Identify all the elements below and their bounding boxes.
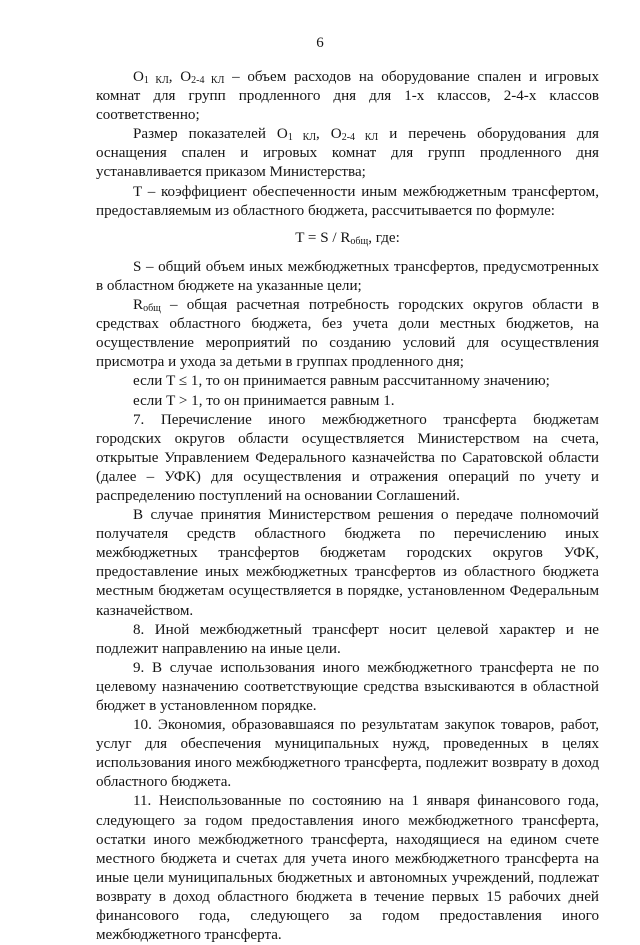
paragraph-item-8: 8. Иной межбюджетный трансферт носит целевой характер и не подлежит направлению на иные цели. (96, 621, 599, 657)
paragraph-item-9: 9. В случае использования иного межбюджетного трансферта не по целевому назначению соответствующие средства взыскиваются в областной бюджет в установленном порядке. (96, 659, 599, 714)
formula: $T = S / R_{общ}$, где: (295, 229, 400, 247)
paragraph-t-gt-1: если T > 1, то он принимается равным 1. (133, 392, 395, 409)
paragraph-item-11: 11. Неиспользованные по состоянию на 1 января финансового года, следующего за годом предоставления иного межбюджетного трансферта, остатки иного межбюджетного трансферта, находящиеся на едином счете местного бюджета и счетах для учета иного межбюджетного трансферта на иные цели муниципальных бюджетных и автономных учреждений, подлежат возврату в доход областного бюджета в течение первых 15 рабочих дней финансового года, следующего за годом предоставления иного межбюджетного трансферта. (96, 793, 599, 944)
paragraph-delegation: В случае принятия Министерством решения о передаче полномочий получателя средств областного бюджета по перечислению иных межбюджетных трансфертов бюджетам городских округов УФК, предоставление иных межбюджетных трансфертов из областного бюджета местным бюджетам осуществляется в порядке, установленном Федеральным казначейством. (96, 507, 599, 619)
paragraph-s-definition: S – общий объем иных межбюджетных трансфертов, предусмотренных в областном бюджете на указанные цели; (96, 258, 599, 294)
paragraph-coefficient-t: T – коэффициент обеспеченности иным межбюджетным трансфертом, предоставляемым из областного бюджета, рассчитывается по формуле: (96, 183, 599, 219)
document-body (96, 68, 599, 945)
paragraph-r-definition: $R_{общ}$ – общая расчетная потребность городских округов области в средствах областного бюджета, без учета доли местных бюджетов, на осуществление мероприятий по созданию условий для осуществления присмотра и ухода за детьми в группах продленного дня; (96, 297, 599, 371)
paragraph-item-7: 7. Перечисление иного межбюджетного трансферта бюджетам городских округов области осуществляется Министерством на счета, открытые Управлением Федерального казначейства по Саратовской области (далее – УФК) для осуществления и отражения операций по учету и распределению поступлений на основании Соглашений. (96, 411, 599, 504)
page-number: 6 (316, 35, 324, 51)
paragraph-t-le-1: если T ≤ 1, то он принимается равным рассчитанному значению; (133, 373, 550, 390)
paragraph-indicator-size: Размер показателей $O_{1 КЛ}$, $O_{2-4 КЛ}$ и перечень оборудования для оснащения спален и игровых комнат для групп продленного дня устанавливается приказом Министерства; (96, 126, 599, 181)
paragraph-item-10: 10. Экономия, образовавшаяся по результатам закупок товаров, работ, услуг для обеспечения муниципальных нужд, проведенных в целях использования иного межбюджетного трансферта, подлежит возврату в доход областного бюджета. (96, 717, 599, 791)
paragraph-o-volumes: $O_{1 КЛ}$, $O_{2-4 КЛ}$ – объем расходов на оборудование спален и игровых комнат для групп продленного дня для 1-х классов, 2-4-х классов соответственно; (96, 69, 599, 124)
